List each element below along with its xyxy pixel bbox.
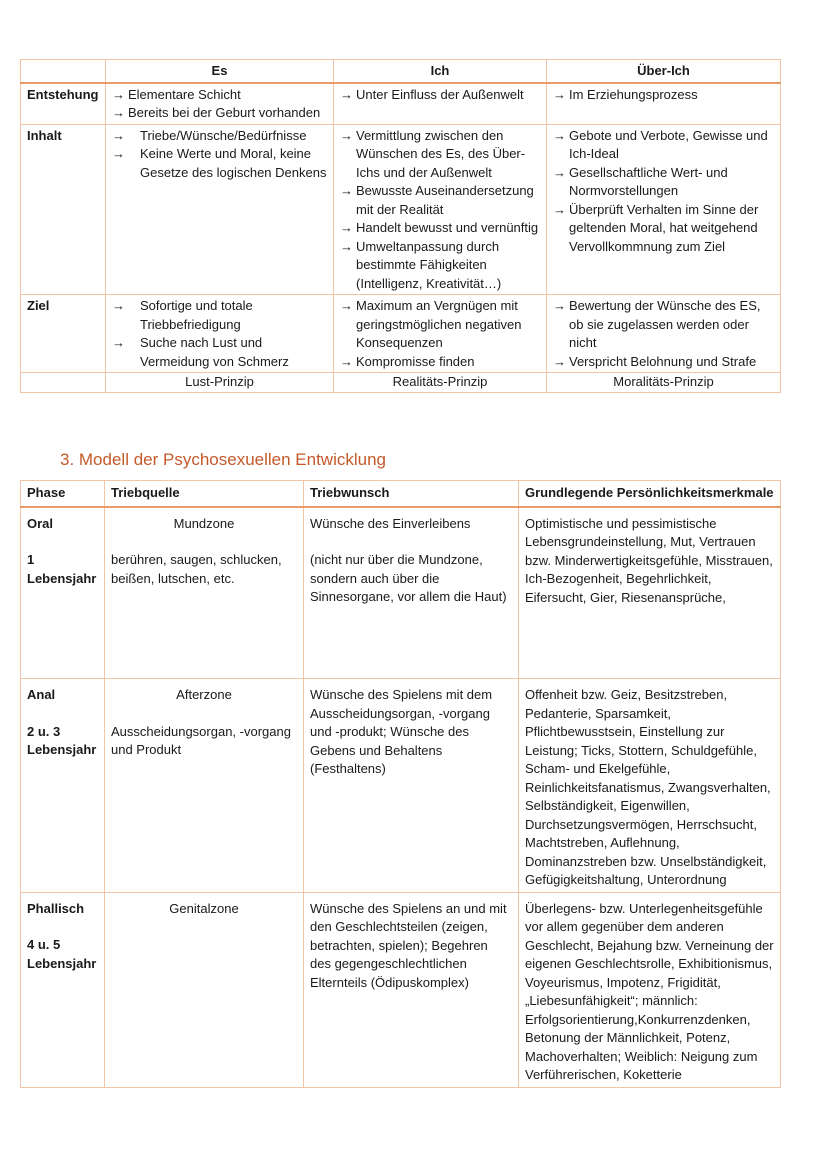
merkmale-cell: Überlegens- bzw. Unterlegenheitsgefühle vor allem gegenüber dem anderen Geschlecht, Bejahung bzw. Verneinung der eigenen Geschlechtsrolle, Exhibitionismus, Voyeurismus, Impotenz, Frigidität, „Liebesunfähigkeit“; männlich: Erfolgsorientierung,Konkurrenzdenken, Betonung der Männlichkeit, Potenz, Machoverhalten; Weiblich: Neigung zum Verführerischen, Koketterie: [519, 892, 781, 1087]
header-merkmale: Grundlegende Persönlichkeitsmerkmale: [519, 481, 781, 507]
zone-name: Genitalzone: [169, 900, 239, 916]
table-row: [21, 124, 781, 295]
list-item: → Bewusste Auseinandersetzung mit der Realität: [340, 182, 540, 219]
arrow-icon: →: [340, 298, 353, 313]
triebquelle-cell: [105, 507, 304, 679]
list-item: → Unter Einfluss der Außenwelt: [340, 86, 540, 105]
table-row: [21, 507, 781, 679]
arrow-icon: →: [553, 353, 566, 369]
principle-row: [21, 373, 781, 393]
row-label: Entstehung: [21, 83, 106, 125]
arrow-icon: →: [340, 86, 353, 102]
arrow-icon: →: [112, 146, 125, 161]
cell-ich: [334, 295, 547, 373]
table-row: [21, 83, 781, 125]
arrow-icon: →: [112, 127, 125, 143]
phase-age: 2 u. 3 Lebensjahr: [27, 723, 97, 757]
arrow-icon: →: [553, 127, 566, 143]
phase-cell: [21, 892, 105, 1087]
source-text: berühren, saugen, schlucken, beißen, lutschen, etc.: [111, 552, 282, 586]
header-triebquelle: Triebquelle: [105, 481, 304, 507]
source-text: Ausscheidungsorgan, -vorgang und Produkt: [111, 723, 291, 757]
header-phase: Phase: [21, 481, 105, 507]
list-item: → Triebe/Wünsche/Bedürfnisse: [112, 127, 327, 146]
phase-name: Anal: [27, 687, 56, 702]
list-item: → Maximum an Vergnügen mit geringstmöglichen negativen Konsequenzen: [340, 297, 540, 353]
wish-text: Wünsche des Spielens an und mit den Geschlechtsteilen (zeigen, betrachten, spielen); Begehren des gegengeschlechtlichen Elternteils (Ödipuskomplex): [310, 900, 507, 990]
triebwunsch-cell: [304, 892, 519, 1087]
arrow-icon: →: [112, 335, 125, 350]
table-row: [21, 295, 781, 373]
phase-cell: [21, 679, 105, 893]
arrow-icon: →: [112, 86, 125, 102]
triebquelle-cell: [105, 679, 304, 893]
zone-name: Mundzone: [173, 515, 235, 531]
table-row: [21, 679, 781, 893]
list-item: → Bewertung der Wünsche des ES, ob sie zugelassen werden oder nicht: [553, 297, 774, 353]
list-item: → Umweltanpassung durch bestimmte Fähigkeiten (Intelligenz, Kreativität…): [340, 238, 540, 294]
psychosexual-header-row: [21, 481, 781, 507]
instanzen-table: [20, 59, 781, 393]
instanzen-header-row: [21, 60, 781, 83]
list-item: → Suche nach Lust und Vermeidung von Schmerz: [112, 334, 327, 371]
row-label: Ziel: [21, 295, 106, 373]
wish-text: Wünsche des Einverleibens: [310, 515, 471, 531]
row-label: Inhalt: [21, 124, 106, 295]
list-item: → Elementare Schicht: [112, 86, 327, 105]
arrow-icon: →: [553, 86, 566, 102]
header-es: Es: [106, 60, 334, 83]
header-ich: Ich: [334, 60, 547, 83]
phase-name: Oral: [27, 515, 54, 531]
principle-empty: [21, 373, 106, 393]
psychosexual-table: [20, 480, 781, 1088]
cell-ich: [334, 124, 547, 295]
table-row: [21, 892, 781, 1087]
list-item: → Keine Werte und Moral, keine Gesetze des logischen Denkens: [112, 145, 327, 182]
phase-cell: [21, 507, 105, 679]
phase-age: 1 Lebensjahr: [27, 552, 97, 586]
header-ueberich: Über-Ich: [547, 60, 781, 83]
principle-es: Lust-Prinzip: [106, 373, 334, 393]
triebwunsch-cell: [304, 507, 519, 679]
zone-name: Afterzone: [176, 687, 232, 702]
list-item: → Überprüft Verhalten im Sinne der geltenden Moral, hat weitgehend Vervollkommnung zum Ziel: [553, 201, 774, 257]
cell-es: [106, 124, 334, 295]
cell-ueberich: [547, 83, 781, 125]
triebwunsch-cell: [304, 679, 519, 893]
arrow-icon: →: [340, 238, 353, 254]
phase-age: 4 u. 5 Lebensjahr: [27, 937, 97, 971]
header-triebwunsch: Triebwunsch: [304, 481, 519, 507]
list-item: → Vermittlung zwischen den Wünschen des Es, des Über-Ichs und der Außenwelt: [340, 127, 540, 183]
arrow-icon: →: [553, 201, 566, 217]
list-item: → Bereits bei der Geburt vorhanden: [112, 104, 327, 123]
cell-ueberich: [547, 124, 781, 295]
wish-text: Wünsche des Spielens mit dem Ausscheidungsorgan, -vorgang und -produkt; Wünsche des Gebens und Behaltens (Festhaltens): [310, 687, 493, 776]
merkmale-cell: Offenheit bzw. Geiz, Besitzstreben, Pedanterie, Sparsamkeit, Pflichtbewusstsein, Einstellung zur Leistung; Ticks, Stottern, Schuldgefühle, Scham- und Ekelgefühle, Reinlichkeitsfanatismus, Zwangsverhalten, Selbständigkeit, Eigenwillen, Durchsetzungsvermögen, Herrschsucht, Machtstreben, Auflehnung, Dominanzstreben bzw. Unselbständigkeit, Gefügigkeitshaltung, Unterordnung: [519, 679, 781, 893]
cell-ich: [334, 83, 547, 125]
principle-ich: Realitäts-Prinzip: [334, 373, 547, 393]
cell-es: [106, 83, 334, 125]
wish-note: (nicht nur über die Mundzone, sondern auch über die Sinnesorgane, vor allem die Haut): [310, 552, 507, 604]
arrow-icon: →: [340, 183, 353, 198]
principle-ueberich: Moralitäts-Prinzip: [547, 373, 781, 393]
merkmale-cell: Optimistische und pessimistische Lebensgrundeinstellung, Mut, Vertrauen bzw. Minderwertigkeitsgefühle, Misstrauen, Ich-Bezogenheit, Begehrlichkeit, Eifersucht, Gier, Riesenansprüche,: [519, 507, 781, 679]
arrow-icon: →: [112, 298, 125, 313]
arrow-icon: →: [340, 353, 353, 369]
arrow-icon: →: [553, 298, 566, 313]
arrow-icon: →: [553, 164, 566, 180]
header-empty: [21, 60, 106, 83]
list-item: → Verspricht Belohnung und Strafe: [553, 353, 774, 372]
list-item: → Im Erziehungsprozess: [553, 86, 774, 105]
triebquelle-cell: [105, 892, 304, 1087]
arrow-icon: →: [112, 105, 125, 120]
list-item: → Handelt bewusst und vernünftig: [340, 219, 540, 238]
cell-es: [106, 295, 334, 373]
list-item: → Sofortige und totale Triebbefriedigung: [112, 297, 327, 334]
cell-ueberich: [547, 295, 781, 373]
section-heading: 3. Modell der Psychosexuellen Entwicklung: [60, 450, 387, 469]
list-item: → Gesellschaftliche Wert- und Normvorstellungen: [553, 164, 774, 201]
list-item: → Gebote und Verbote, Gewisse und Ich-Ideal: [553, 127, 774, 164]
phase-name: Phallisch: [27, 900, 85, 916]
list-item: → Kompromisse finden: [340, 353, 540, 372]
arrow-icon: →: [340, 220, 353, 235]
arrow-icon: →: [340, 127, 353, 143]
